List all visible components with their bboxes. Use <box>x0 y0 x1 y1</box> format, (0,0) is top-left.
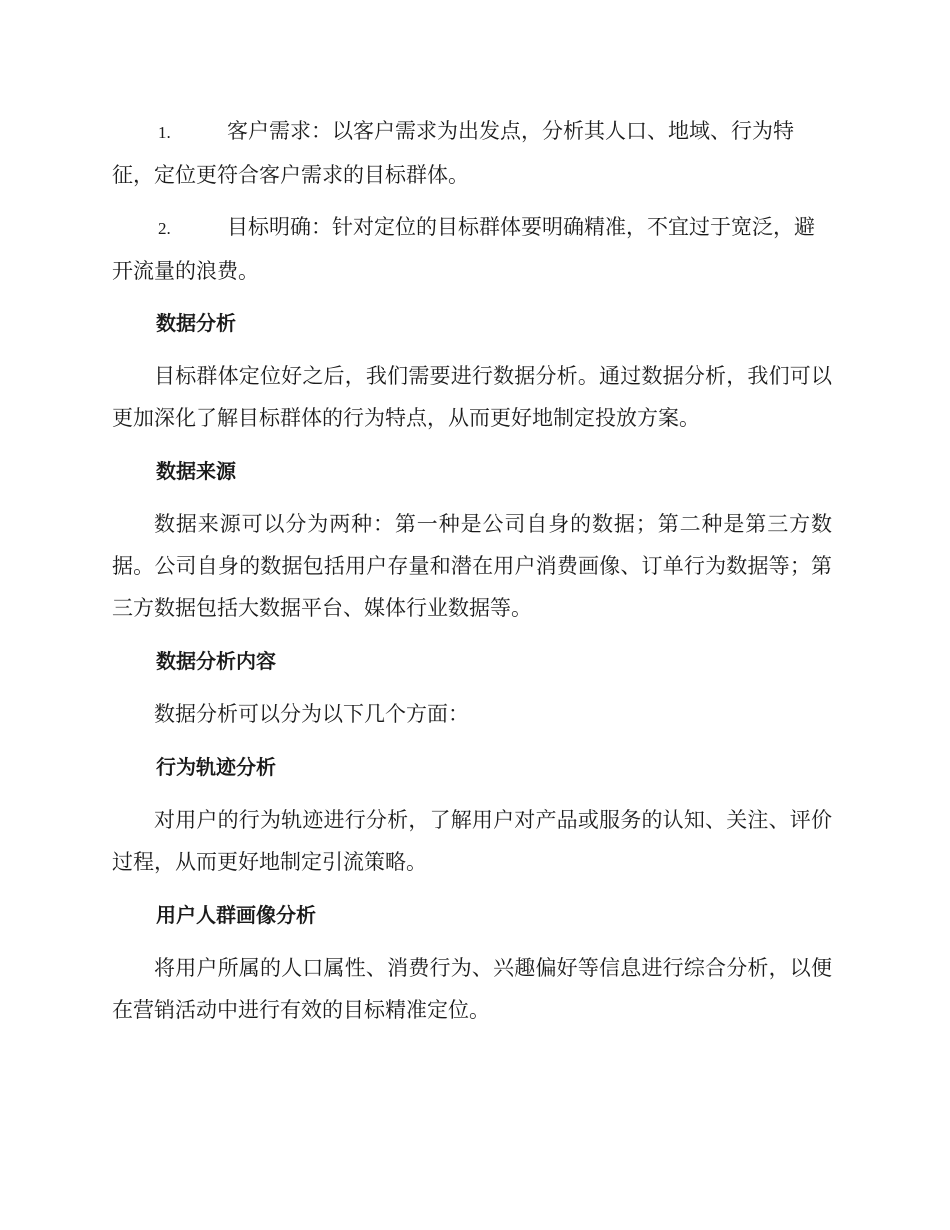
section-heading: 数据分析 <box>156 311 236 335</box>
section-paragraph: 数据分析可以分为以下几个方面： <box>154 702 469 726</box>
section-paragraph: 对用户的行为轨迹进行分析，了解用户对产品或服务的认知、关注、评价过程，从而更好地制定引流策略。 <box>112 808 832 874</box>
section-heading: 数据来源 <box>156 459 236 483</box>
section-heading: 用户人群画像分析 <box>156 903 316 927</box>
section-heading: 行为轨迹分析 <box>156 755 276 779</box>
document-page <box>112 110 832 1042</box>
section-paragraph: 将用户所属的人口属性、消费行为、兴趣偏好等信息进行综合分析，以便在营销活动中进行有效的目标精准定位。 <box>112 956 832 1022</box>
list-text: 目标明确：针对定位的目标群体要明确精准，不宜过于宽泛，避开流量的浪费。 <box>112 215 815 283</box>
list-item <box>112 206 832 292</box>
list-text: 客户需求：以客户需求为出发点，分析其人口、地域、行为特征，定位更符合客户需求的目标群体。 <box>112 119 794 187</box>
section-paragraph: 目标群体定位好之后，我们需要进行数据分析。通过数据分析，我们可以更加深化了解目标群体的行为特点，从而更好地制定投放方案。 <box>112 364 832 430</box>
list-number: 1. <box>158 123 171 142</box>
list-item <box>112 110 832 196</box>
list-number: 2. <box>158 219 171 238</box>
section-paragraph: 数据来源可以分为两种：第一种是公司自身的数据；第二种是第三方数据。公司自身的数据包括用户存量和潜在用户消费画像、订单行为数据等；第三方数据包括大数据平台、媒体行业数据等。 <box>112 512 832 620</box>
section-heading: 数据分析内容 <box>156 649 276 673</box>
